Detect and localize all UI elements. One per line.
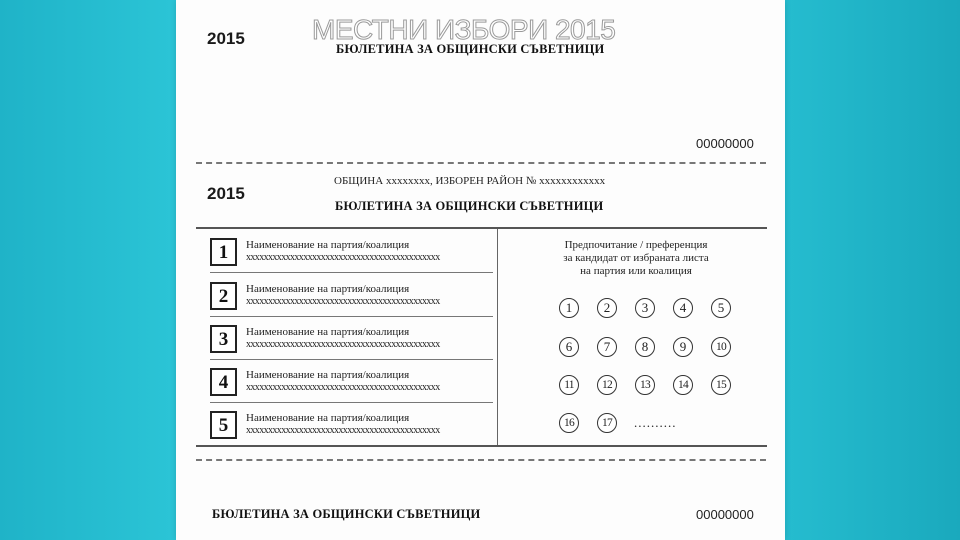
- party-row[interactable]: [210, 323, 495, 359]
- table-divider: [497, 229, 498, 445]
- preference-circle[interactable]: 14: [673, 375, 693, 395]
- preference-heading-line: на партия или коалиция: [580, 265, 692, 277]
- stub-top-serial: 00000000: [696, 136, 754, 151]
- table-top-rule: [196, 227, 767, 229]
- preference-circle[interactable]: 17: [597, 413, 617, 433]
- ballot-paper: [176, 0, 785, 540]
- party-row[interactable]: [210, 409, 495, 445]
- party-name: Наименование на партия/коалиция: [246, 369, 410, 381]
- stub-top-title: БЮЛЕТИНА ЗА ОБЩИНСКИ СЪВЕТНИЦИ: [336, 42, 605, 56]
- party-placeholder: xxxxxxxxxxxxxxxxxxxxxxxxxxxxxxxxxxxxxxxxxxxx: [246, 339, 440, 350]
- ballot-title: БЮЛЕТИНА ЗА ОБЩИНСКИ СЪВЕТНИЦИ: [335, 199, 604, 213]
- preference-circle[interactable]: 9: [673, 337, 693, 357]
- table-bottom-rule: [196, 445, 767, 447]
- municipality-line: ОБЩИНА xxxxxxxx, ИЗБОРЕН РАЙОН № xxxxxxxxxxxx: [334, 175, 606, 187]
- party-name: Наименование на партия/коалиция: [246, 412, 410, 424]
- preference-ellipsis: ..........: [634, 415, 677, 430]
- watermark-title: МЕСТНИ ИЗБОРИ 2015: [312, 14, 616, 45]
- party-placeholder: xxxxxxxxxxxxxxxxxxxxxxxxxxxxxxxxxxxxxxxxxxxx: [246, 296, 440, 307]
- row-rule: [210, 402, 493, 403]
- preference-circle[interactable]: 3: [635, 298, 655, 318]
- stub-top-year: 2015: [207, 29, 245, 48]
- preference-heading-line: Предпочитание / преференция: [564, 239, 708, 251]
- party-placeholder: xxxxxxxxxxxxxxxxxxxxxxxxxxxxxxxxxxxxxxxxxxxx: [246, 252, 440, 263]
- preference-circle[interactable]: 16: [559, 413, 579, 433]
- party-name: Наименование на партия/коалиция: [246, 283, 410, 295]
- tear-line-bottom: [196, 459, 766, 461]
- preference-circle[interactable]: 12: [597, 375, 617, 395]
- preference-circle[interactable]: 11: [559, 375, 579, 395]
- stub-bottom-serial: 00000000: [696, 507, 754, 522]
- party-placeholder: xxxxxxxxxxxxxxxxxxxxxxxxxxxxxxxxxxxxxxxxxxxx: [246, 425, 440, 436]
- party-number-box[interactable]: 1: [210, 238, 237, 266]
- party-placeholder: xxxxxxxxxxxxxxxxxxxxxxxxxxxxxxxxxxxxxxxxxxxx: [246, 382, 440, 393]
- party-number-box[interactable]: 4: [210, 368, 237, 396]
- preference-circle[interactable]: 10: [711, 337, 731, 357]
- ballot-year: 2015: [207, 184, 245, 203]
- preference-circle[interactable]: 4: [673, 298, 693, 318]
- party-row[interactable]: [210, 280, 495, 316]
- row-rule: [210, 316, 493, 317]
- party-number-box[interactable]: 3: [210, 325, 237, 353]
- party-row[interactable]: [210, 366, 495, 402]
- preference-heading-line: за кандидат от избраната листа: [563, 252, 709, 264]
- stub-bottom-title: БЮЛЕТИНА ЗА ОБЩИНСКИ СЪВЕТНИЦИ: [212, 507, 481, 521]
- preference-circle[interactable]: 8: [635, 337, 655, 357]
- preference-circle[interactable]: 15: [711, 375, 731, 395]
- tear-line-top: [196, 162, 766, 164]
- party-number-box[interactable]: 5: [210, 411, 237, 439]
- preference-circle[interactable]: 5: [711, 298, 731, 318]
- preference-circle[interactable]: 7: [597, 337, 617, 357]
- preference-circle[interactable]: 6: [559, 337, 579, 357]
- row-rule: [210, 272, 493, 273]
- party-name: Наименование на партия/коалиция: [246, 326, 410, 338]
- preference-heading: [506, 239, 766, 278]
- row-rule: [210, 359, 493, 360]
- party-name: Наименование на партия/коалиция: [246, 239, 410, 251]
- party-row[interactable]: [210, 236, 495, 272]
- party-number-box[interactable]: 2: [210, 282, 237, 310]
- preference-circle[interactable]: 13: [635, 375, 655, 395]
- preference-circle[interactable]: 2: [597, 298, 617, 318]
- preference-circle[interactable]: 1: [559, 298, 579, 318]
